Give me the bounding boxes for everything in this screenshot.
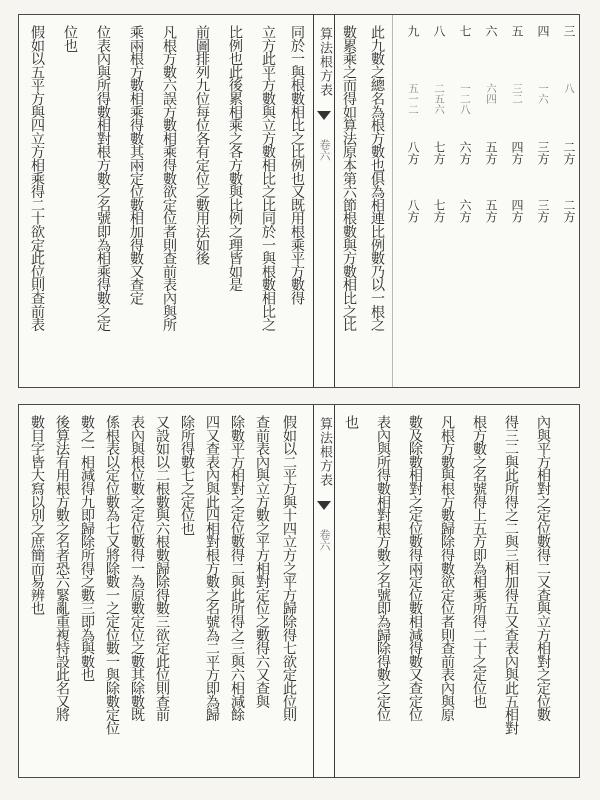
fishtail-mark xyxy=(317,501,331,510)
table-cell: 四方 xyxy=(510,199,524,223)
table-cell: 六方 xyxy=(458,199,472,223)
table-cell: 七方 xyxy=(432,199,446,223)
table-cell: 一六 xyxy=(537,83,549,104)
text-column: 數之一相減得九即歸除所得之數三即為與數也 xyxy=(79,415,95,682)
text-column: 又設如以二根數與六根數歸除得數三欲定此位則查前 xyxy=(154,415,170,721)
text-column: 得三二與此所得之二與三相加得五又查表內與此五相對 xyxy=(503,415,519,735)
top-text-block xyxy=(18,14,580,388)
table-column xyxy=(455,25,475,377)
text-column: 除數平方相對之定位數得二與此所得之三與六相減餘 xyxy=(229,415,245,721)
text-column: 凡根方數六誤方數相乘得數欲定位者則查前表內與所 xyxy=(161,25,177,331)
table-cell: 三方 xyxy=(536,141,550,165)
text-column: 除所得數七之定位也 xyxy=(179,415,195,535)
table-cell: 六 xyxy=(484,25,498,37)
table-cell: 六方 xyxy=(458,141,472,165)
table-cell: 二方 xyxy=(562,141,576,165)
text-column: 假如以二平方與十四立方之平方歸除得七欲定此位則 xyxy=(281,415,297,721)
text-column: 根方數之名號得上五方即為相乘所得二十之定位也 xyxy=(471,415,487,708)
table-cell: 六四 xyxy=(485,83,497,104)
table-cell: 三二 xyxy=(511,83,523,104)
folio-label: 卷六 xyxy=(318,139,331,161)
text-column: 前圖排列九位每位各有定位之數用法如後 xyxy=(194,25,210,265)
text-column: 也 xyxy=(343,415,359,429)
text-column: 假如以五平方與四立方相乘得二十欲定此位則查前表 xyxy=(29,25,45,331)
table-cell: 八方 xyxy=(406,141,420,165)
table-cell: 八 xyxy=(432,25,446,37)
fishtail-mark xyxy=(317,111,331,120)
table-cell: 八 xyxy=(563,83,575,94)
table-cell: 二方 xyxy=(562,199,576,223)
text-column: 乘兩根方數相乘得數其兩定位數相加得數又查定 xyxy=(128,25,144,305)
table-column xyxy=(481,25,501,377)
table-cell: 一二八 xyxy=(459,83,471,115)
center-fold-spine xyxy=(313,405,335,777)
table-cell: 七方 xyxy=(432,141,446,165)
text-column: 數目字皆大寫以別之庶簡而易辨也 xyxy=(29,415,45,615)
text-column: 四又查表內與此四相對根方數之名號為二平方即為歸 xyxy=(204,415,220,721)
table-cell: 四方 xyxy=(510,141,524,165)
text-column: 比例也此後累相乘之各方數與比例之理皆如是 xyxy=(227,25,243,292)
table-cell: 八方 xyxy=(406,199,420,223)
text-column: 表內與根位數之定位數得一為原數定位之數其除數既 xyxy=(129,415,145,721)
table-cell: 五方 xyxy=(484,199,498,223)
divider-rule xyxy=(392,15,393,387)
text-column: 位也 xyxy=(62,25,78,52)
text-column: 凡根方數與根方數歸除得數欲定位者則查前表內與原 xyxy=(439,415,455,721)
text-column: 數及除數相對之定位數得兩定位數相減得數又查定位 xyxy=(407,415,423,721)
table-cell: 七 xyxy=(458,25,472,37)
text-column: 表內與所得數相對根方數之名號即為歸除得數之定位 xyxy=(375,415,391,721)
header-title: 算法根方表 xyxy=(317,27,332,97)
table-cell: 九 xyxy=(406,25,420,37)
table-cell: 五一二 xyxy=(407,83,419,115)
text-column: 位表內與所得數相對根方數之名號即為相乘得數之定 xyxy=(95,25,111,331)
text-column: 數累乘之而得如算法原本第六節根數與方數相比之比 xyxy=(341,25,357,331)
text-column: 同於一與根數相比之比例也又既用根乘平方數得 xyxy=(289,25,305,305)
text-column: 查前表內與立方數之平方相對定位之數得六又查與 xyxy=(254,415,270,708)
table-cell: 五方 xyxy=(484,141,498,165)
table-cell: 三 xyxy=(562,25,576,37)
text-column: 係根表以定位數為七又將除數一之定位數一與除數定位 xyxy=(104,415,120,735)
table-column xyxy=(403,25,423,377)
table-column xyxy=(533,25,553,377)
table-cell: 四 xyxy=(536,25,550,37)
header-title: 算法根方表 xyxy=(317,417,332,487)
table-cell: 五 xyxy=(510,25,524,37)
table-column xyxy=(507,25,527,377)
text-column: 此九數之總名為根方數也俱為相連比例數乃以一根之 xyxy=(369,25,385,331)
table-cell: 三方 xyxy=(536,199,550,223)
text-column: 後算法有用根方數之名者恐六緊亂重複特設此名又將 xyxy=(54,415,70,721)
table-column xyxy=(559,25,579,377)
text-column: 內與平方相對之定位數得二又查與立方相對之定位數 xyxy=(535,415,551,721)
bottom-text-block xyxy=(18,404,580,778)
table-column xyxy=(429,25,449,377)
center-fold-spine xyxy=(313,15,335,387)
folio-label: 卷六 xyxy=(318,529,331,551)
table-cell: 二五六 xyxy=(433,83,445,115)
text-column: 立方此平方數與立方數相比之比同於一與根數相比之 xyxy=(260,25,276,331)
